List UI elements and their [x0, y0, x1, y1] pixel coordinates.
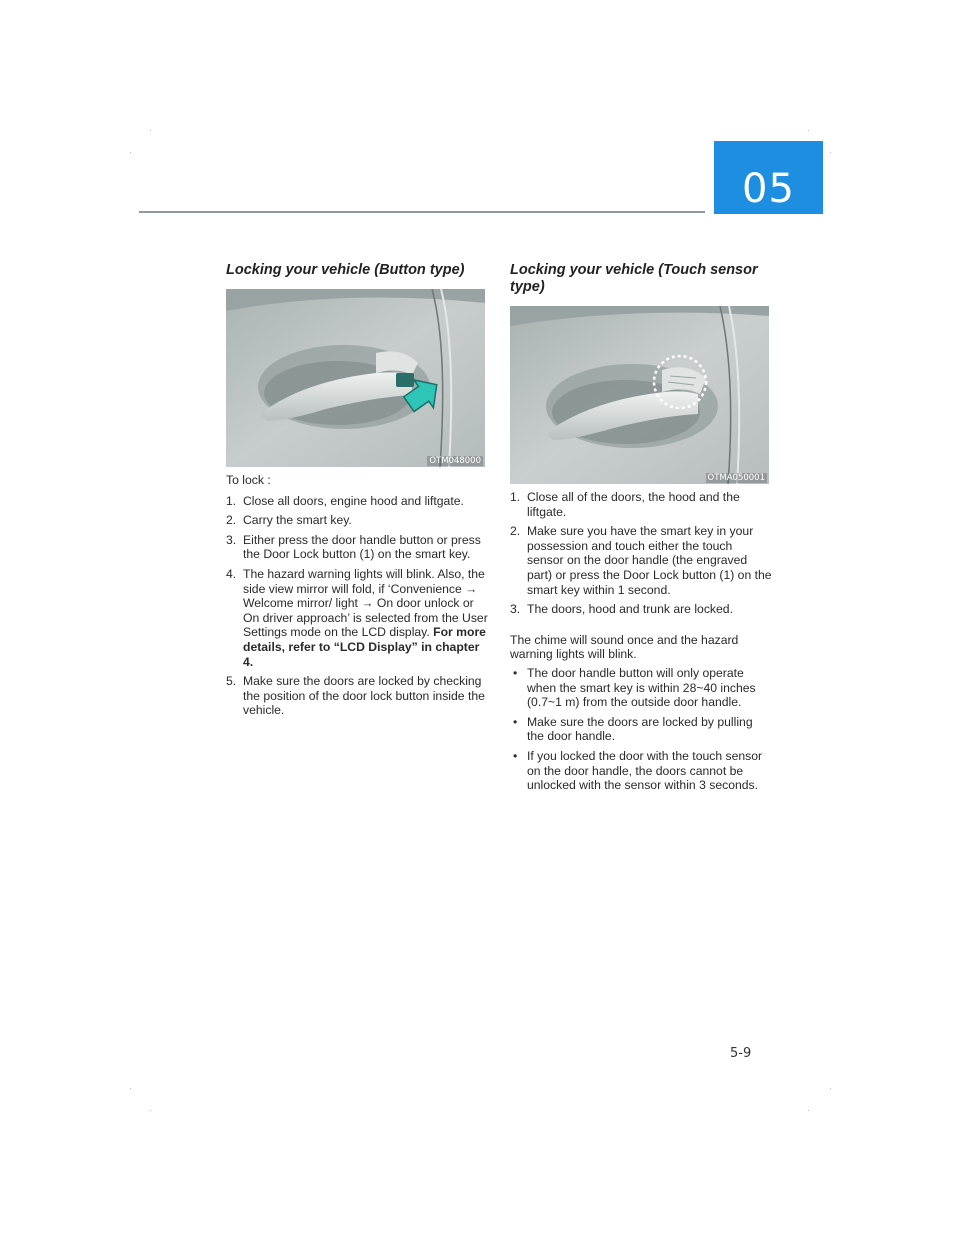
cross-reference: For more details, refer to “LCD Display” in chapter 4.	[243, 625, 486, 669]
crop-mark	[150, 1110, 151, 1111]
crop-mark	[808, 1110, 809, 1111]
list-item: 4. The hazard warning lights will blink. Also, the side view mirror will fold, if ‘Convenience → Welcome mirror/ light → On door unlock or On driver approach’ is selected from the User Settings mode on the LCD display. For more details, refer to “LCD Display” in chapter 4.	[226, 566, 488, 669]
list-item: 3. Either press the door handle button or press the Door Lock button (1) on the smart key.	[226, 532, 481, 562]
chapter-number: 05	[742, 166, 795, 212]
list-item: • Make sure the doors are locked by pulling the door handle.	[513, 714, 753, 744]
list-item: 5. Make sure the doors are locked by checking the position of the door lock button inside the vehicle.	[226, 674, 485, 718]
right-column	[510, 262, 772, 798]
list-item: 2. Carry the smart key.	[226, 513, 352, 528]
section-heading-button-type: Locking your vehicle (Button type)	[226, 262, 465, 278]
list-item: • The door handle button will only operate when the smart key is within 28~40 inches (0.7~1 m) from the outside door handle.	[513, 665, 756, 710]
list-item: 3. The doors, hood and trunk are locked.	[510, 602, 733, 617]
header-rule	[139, 211, 705, 213]
door-handle-illustration	[510, 306, 769, 484]
crop-mark	[130, 1088, 131, 1089]
page-number: 5-9	[730, 1046, 752, 1061]
crop-mark	[808, 130, 809, 131]
figure-door-handle-touch-sensor	[510, 306, 769, 484]
chapter-tab	[714, 141, 823, 214]
list-item: 1. Close all doors, engine hood and liftgate.	[226, 493, 464, 508]
bullet-list	[510, 666, 772, 793]
figure-code: OTM048000	[429, 456, 481, 466]
lead-text: To lock :	[226, 473, 271, 487]
figure-code: OTMA050001	[707, 473, 765, 483]
door-handle-illustration	[226, 289, 485, 467]
crop-mark	[150, 130, 151, 131]
chime-paragraph: The chime will sound once and the hazard warning lights will blink.	[510, 632, 739, 662]
figure-door-handle-button	[226, 289, 485, 467]
list-item: • If you locked the door with the touch sensor on the door handle, the doors cannot be unlocked with the sensor within 3 seconds.	[513, 748, 763, 793]
section-heading-touch-sensor-type: Locking your vehicle (Touch sensor type)	[510, 262, 758, 295]
list-item: 1. Close all of the doors, the hood and the liftgate.	[510, 490, 740, 519]
list-item: 2. Make sure you have the smart key in your possession and touch either the touch sensor on the door handle (the engraved part) or press the Door Lock button (1) on the smart key within 1 second.	[510, 524, 772, 597]
crop-mark	[830, 1088, 831, 1089]
steps-list	[226, 494, 488, 718]
steps-list	[510, 490, 772, 617]
left-column	[226, 262, 488, 723]
crop-mark	[830, 152, 831, 153]
crop-mark	[130, 152, 131, 153]
